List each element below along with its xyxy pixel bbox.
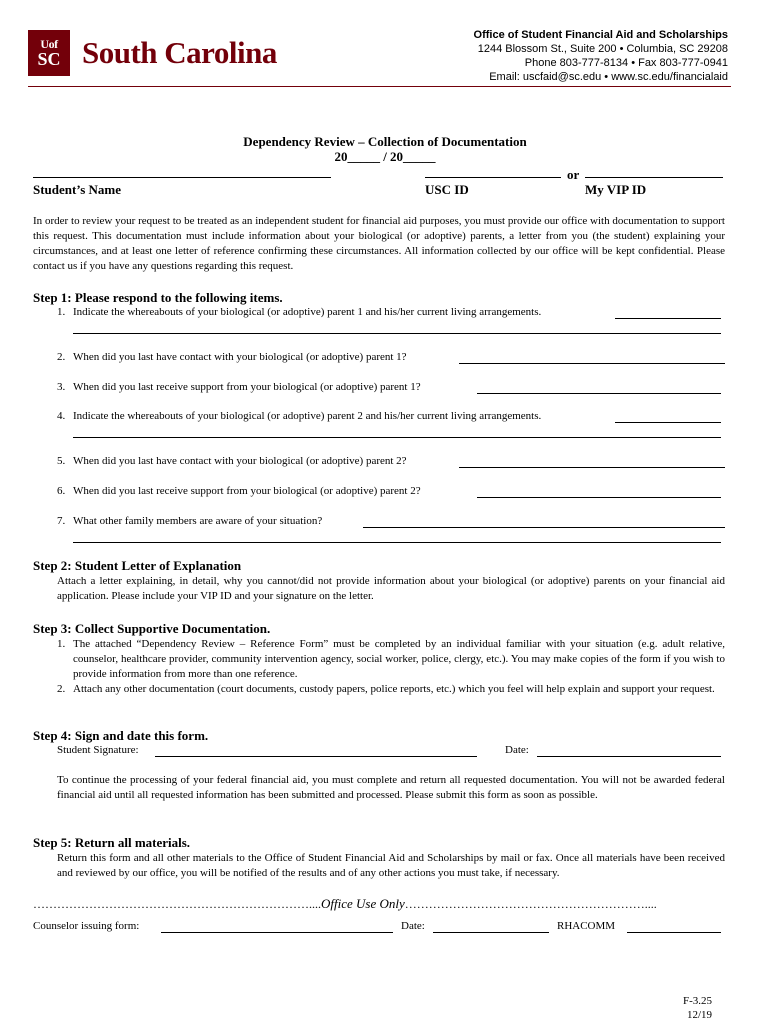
step2-heading: Step 2: Student Letter of Explanation (33, 558, 242, 573)
office-phone: Phone 803-777-8134 • Fax 803-777-0941 (524, 57, 728, 69)
rhacomm-label: RHACOMM (557, 920, 616, 932)
answer-line[interactable] (73, 436, 721, 438)
student-name-line[interactable] (33, 167, 331, 178)
answer-line[interactable] (459, 362, 725, 364)
signature-label: Student Signature: (57, 744, 139, 756)
step1-item-3 (57, 380, 725, 396)
signature-date-line[interactable] (537, 755, 721, 757)
step2-text: Attach a letter explaining, in detail, why you cannot/did not provide information about your biological (or adoptive) parents on your financial aid application. Please include your VIP ID and your signature on the letter. (57, 575, 725, 602)
rhacomm-line[interactable] (627, 931, 721, 933)
dotted-leader: …………………………………………………….... (404, 897, 657, 911)
office-email: Email: uscfaid@sc.edu • www.sc.edu/financialaid (489, 71, 728, 83)
answer-line[interactable] (363, 526, 725, 528)
item-text: When did you last have contact with your biological (or adoptive) parent 1? (73, 351, 407, 363)
office-date-line[interactable] (433, 931, 549, 933)
item-number: 6. (57, 485, 66, 497)
form-revision: 12/19 (686, 1009, 712, 1021)
item-text: Indicate the whereabouts of your biological (or adoptive) parent 1 and his/her current living arrangements. (73, 306, 542, 318)
item-text: Attach any other documentation (court documents, custody papers, police reports, etc.) which you feel will help explain and support your request. (73, 683, 715, 695)
office-use-divider (33, 896, 725, 912)
item-text: The attached “Dependency Review – Reference Form” must be completed by an individual familiar with your situation (e.g. adult relative, counselor, healthcare provider, community intervention agency, social worker, police, clergy, etc.). You may make copies of the form if you wish to provide information from more than one reference. (73, 638, 725, 680)
item-number: 1. (57, 638, 66, 650)
item-number: 2. (57, 351, 66, 363)
intro-paragraph: In order to review your request to be treated as an independent student for financial aid purposes, you must provide our office with documentation to support this request. This documentation must include information about your biological (or adoptive) parents, a letter from you (the student) explaining your circumstances, and at least one letter of reference confirming these circumstances. All information collected by our office will be kept confidential. Please contact us if you have any questions regarding this request. (33, 215, 725, 272)
office-contact-block (408, 28, 728, 84)
step1-item-4 (57, 409, 725, 441)
answer-line[interactable] (615, 317, 721, 319)
step1-item-6 (57, 484, 725, 500)
item-number: 1. (57, 306, 66, 318)
step1-heading: Step 1: Please respond to the following items. (33, 290, 283, 305)
step3-heading: Step 3: Collect Supportive Documentation. (33, 621, 271, 636)
item-text: When did you last have contact with your biological (or adoptive) parent 2? (73, 455, 407, 467)
usc-id-line[interactable] (425, 167, 561, 178)
counselor-label: Counselor issuing form: (33, 920, 140, 932)
office-date-label: Date: (401, 920, 425, 932)
logo-wordmark: South Carolina (82, 35, 277, 70)
item-number: 2. (57, 683, 66, 695)
header-rule (28, 86, 731, 87)
item-number: 5. (57, 455, 66, 467)
step3-item-1 (57, 637, 725, 682)
office-address: 1244 Blossom St., Suite 200 • Columbia, SC 29208 (477, 43, 728, 55)
office-name: Office of Student Financial Aid and Scholarships (473, 29, 728, 41)
or-label: or (567, 167, 580, 182)
vip-id-label: My VIP ID (585, 182, 647, 197)
step3-item-2 (57, 682, 725, 712)
item-text: When did you last receive support from your biological (or adoptive) parent 2? (73, 485, 421, 497)
item-text: Indicate the whereabouts of your biological (or adoptive) parent 2 and his/her current living arrangements. (73, 410, 542, 422)
form-id: F-3.25 (682, 995, 712, 1007)
step1-item-2 (57, 350, 725, 366)
item-number: 7. (57, 515, 66, 527)
award-year: 20_____ / 20_____ (334, 149, 436, 164)
step4-notice: To continue the processing of your federal financial aid, you must complete and return all requested documentation. You will not be awarded federal financial aid until all requested information has been submitted and processed. Please submit this form as soon as possible. (57, 774, 725, 801)
student-name-label: Student’s Name (33, 182, 121, 197)
answer-line[interactable] (73, 541, 721, 543)
dotted-leader: …………………………………………………………….... (33, 897, 321, 911)
step5-text: Return this form and all other materials to the Office of Student Financial Aid and Scholarships by mail or fax. Once all materials have been received and reviewed by our office, you will be notified of the results and of any other actions you must take, if necessary. (57, 852, 725, 879)
counselor-line[interactable] (161, 931, 393, 933)
step1-item-1 (57, 305, 725, 337)
signature-line[interactable] (155, 755, 477, 757)
answer-line[interactable] (477, 496, 721, 498)
step4-heading: Step 4: Sign and date this form. (33, 728, 209, 743)
vip-id-line[interactable] (585, 167, 723, 178)
usc-id-label: USC ID (425, 182, 469, 197)
usc-logo (28, 30, 277, 76)
item-number: 3. (57, 381, 66, 393)
office-use-label: Office Use Only (321, 896, 405, 911)
logo-badge-bottom: SC (37, 49, 61, 69)
office-use-row (33, 919, 725, 935)
answer-line[interactable] (615, 421, 721, 423)
answer-line[interactable] (73, 332, 721, 334)
signature-row (57, 743, 725, 759)
step1-item-5 (57, 454, 725, 470)
item-text: What other family members are aware of your situation? (73, 515, 323, 527)
logo-badge (28, 30, 70, 76)
answer-line[interactable] (477, 392, 721, 394)
identity-section (33, 167, 723, 197)
logo-badge-top: Uof (40, 37, 58, 51)
step5-heading: Step 5: Return all materials. (33, 835, 191, 850)
step1-item-7 (57, 514, 725, 546)
item-text: When did you last receive support from your biological (or adoptive) parent 1? (73, 381, 421, 393)
form-title: Dependency Review – Collection of Documentation (243, 134, 527, 149)
item-number: 4. (57, 410, 66, 422)
answer-line[interactable] (459, 466, 725, 468)
signature-date-label: Date: (505, 744, 529, 756)
